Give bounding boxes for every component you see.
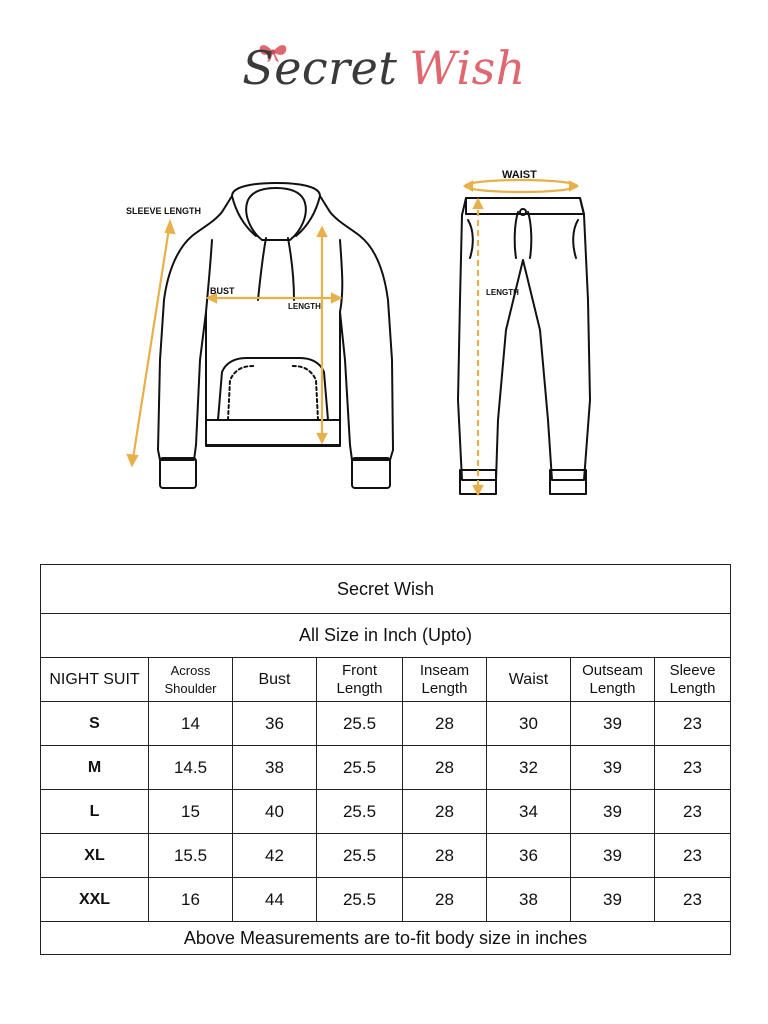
sleeve-length-line [132,222,170,465]
table-header-row [41,658,731,702]
pants-length-label: LENGTH [486,288,519,297]
table-cell: 15.5 [149,834,233,878]
table-cell: 28 [403,834,487,878]
table-cell: 30 [487,702,571,746]
size-cell: L [41,790,149,834]
table-cell: 25.5 [317,702,403,746]
header-sleeve-length: Sleeve Length [655,658,731,702]
waist-label: WAIST [502,169,537,181]
table-cell: 40 [233,790,317,834]
brand-logo [0,28,768,108]
table-cell: 23 [655,878,731,922]
table-cell: 44 [233,878,317,922]
header-waist: Waist [487,658,571,702]
pants-pocket-right [573,220,578,258]
size-chart-table [40,564,731,955]
table-cell: 42 [233,834,317,878]
table-cell: 25.5 [317,878,403,922]
table-cell: 23 [655,790,731,834]
hoodie-outline [158,183,393,460]
table-cell: 25.5 [317,746,403,790]
table-subtitle: All Size in Inch (Upto) [41,614,731,658]
table-cell: 14.5 [149,746,233,790]
table-cell: 28 [403,746,487,790]
drawstring-left [258,238,266,300]
table-cell: 39 [571,746,655,790]
sleeve-length-label: SLEEVE LENGTH [126,206,202,216]
table-cell: 28 [403,878,487,922]
table-cell: 38 [233,746,317,790]
header-night-suit: NIGHT SUIT [41,658,149,702]
table-cell: 25.5 [317,790,403,834]
header-outseam-length: Outseam Length [571,658,655,702]
table-cell: 16 [149,878,233,922]
table-row [41,790,731,834]
size-cell: XL [41,834,149,878]
hood-inner [246,188,306,240]
size-cell: S [41,702,149,746]
header-inseam-length: Inseam Length [403,658,487,702]
brand-word-secret: Secret [242,41,398,95]
header-across-shoulder: Across Shoulder [149,658,233,702]
table-cell: 34 [487,790,571,834]
pants-cuff-right [550,470,586,494]
table-row [41,702,731,746]
table-cell: 38 [487,878,571,922]
table-cell: 23 [655,834,731,878]
garment-diagram [0,150,768,510]
pants-pocket-left [468,220,473,258]
bust-label: BUST [210,286,235,296]
table-row [41,878,731,922]
table-cell: 36 [487,834,571,878]
table-cell: 23 [655,702,731,746]
left-cuff [160,458,196,488]
table-row [41,746,731,790]
table-cell: 28 [403,790,487,834]
header-bust: Bust [233,658,317,702]
table-cell: 23 [655,746,731,790]
table-cell: 39 [571,834,655,878]
table-footer-note: Above Measurements are to-fit body size in inches [41,922,731,955]
brand-word-wish: Wish [409,41,526,95]
waist-line [465,180,577,192]
table-cell: 25.5 [317,834,403,878]
size-cell: XXL [41,878,149,922]
table-cell: 14 [149,702,233,746]
table-title: Secret Wish [41,565,731,614]
table-cell: 36 [233,702,317,746]
hoodie-length-label: LENGTH [288,302,321,311]
table-cell: 39 [571,790,655,834]
table-cell: 32 [487,746,571,790]
drawstring-right [288,238,294,300]
table-cell: 39 [571,878,655,922]
kangaroo-pocket [218,358,328,420]
table-cell: 15 [149,790,233,834]
table-cell: 28 [403,702,487,746]
right-cuff [352,458,390,488]
table-cell: 39 [571,702,655,746]
size-cell: M [41,746,149,790]
table-row [41,834,731,878]
header-front-length: Front Length [317,658,403,702]
